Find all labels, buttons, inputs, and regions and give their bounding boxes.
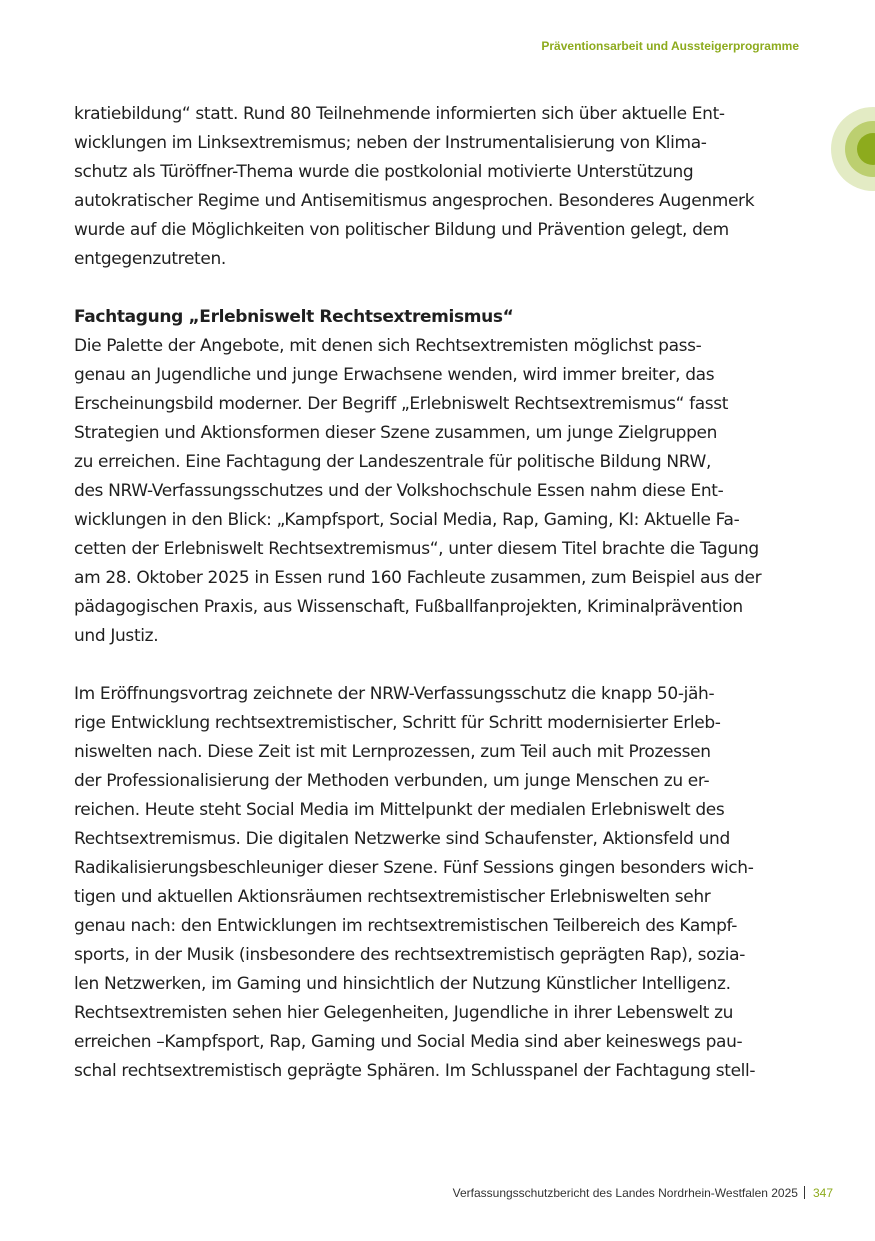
text-line: wicklungen in den Blick: „Kampfsport, Social Media, Rap, Gaming, KI: Aktuelle Fa- xyxy=(74,510,740,530)
text-line: tigen und aktuellen Aktionsräumen rechtsextremistischer Erlebniswelten sehr xyxy=(74,887,711,907)
text-line: sports, in der Musik (insbesondere des rechtsextremistisch geprägten Rap), sozia- xyxy=(74,945,746,965)
publication-title: Verfassungsschutzbericht des Landes Nordrhein-Westfalen 2025 xyxy=(452,1186,798,1200)
text-line: niswelten nach. Diese Zeit ist mit Lernprozessen, zum Teil auch mit Prozessen xyxy=(74,742,711,762)
text-line: genau an Jugendliche und junge Erwachsene wenden, wird immer breiter, das xyxy=(74,365,715,385)
text-line: zu erreichen. Eine Fachtagung der Landeszentrale für politische Bildung NRW, xyxy=(74,452,712,472)
text-line: reichen. Heute steht Social Media im Mittelpunkt der medialen Erlebniswelt des xyxy=(74,800,725,820)
text-line: Rechtsextremisten sehen hier Gelegenheiten, Jugendliche in ihrer Lebenswelt zu xyxy=(74,1003,734,1023)
text-line: Strategien und Aktionsformen dieser Szene zusammen, um junge Zielgruppen xyxy=(74,423,718,443)
paragraph-2 xyxy=(74,332,809,651)
text-line: entgegenzutreten. xyxy=(74,249,226,269)
text-line: Rechtsextremismus. Die digitalen Netzwerke sind Schaufenster, Aktionsfeld und xyxy=(74,829,730,849)
page-footer xyxy=(453,1186,833,1200)
paragraph-1 xyxy=(74,100,809,274)
page-number: 347 xyxy=(812,1186,833,1200)
text-line: autokratischer Regime und Antisemitismus angesprochen. Besonderes Augenmerk xyxy=(74,191,755,211)
text-line: len Netzwerken, im Gaming und hinsichtlich der Nutzung Künstlicher Intelligenz. xyxy=(74,974,731,994)
section-heading: Fachtagung „Erlebniswelt Rechtsextremismus“ xyxy=(74,307,514,327)
concentric-circles-icon xyxy=(831,107,875,191)
text-line: und Justiz. xyxy=(74,626,159,646)
text-line: erreichen –Kampfsport, Rap, Gaming und Social Media sind aber keineswegs pau- xyxy=(74,1032,743,1052)
text-line: Die Palette der Angebote, mit denen sich Rechtsextremisten möglichst pass- xyxy=(74,336,702,356)
text-line: des NRW-Verfassungsschutzes und der Volkshochschule Essen nahm diese Ent- xyxy=(74,481,724,501)
paragraph-3 xyxy=(74,680,809,1086)
text-line: cetten der Erlebniswelt Rechtsextremismus“, unter diesem Titel brachte die Tagung xyxy=(74,539,759,559)
text-line: rige Entwicklung rechtsextremistischer, Schritt für Schritt modernisierter Erleb- xyxy=(74,713,721,733)
text-line: am 28. Oktober 2025 in Essen rund 160 Fachleute zusammen, zum Beispiel aus der xyxy=(74,568,762,588)
text-line: Erscheinungsbild moderner. Der Begriff „Erlebniswelt Rechtsextremismus“ fasst xyxy=(74,394,729,414)
running-header: Präventionsarbeit und Aussteigerprogramme xyxy=(541,39,799,53)
text-line: wicklungen im Linksextremismus; neben der Instrumentalisierung von Klima- xyxy=(74,133,707,153)
text-line: Im Eröffnungsvortrag zeichnete der NRW-Verfassungsschutz die knapp 50-jäh- xyxy=(74,684,715,704)
text-line: pädagogischen Praxis, aus Wissenschaft, Fußballfanprojekten, Kriminalprävention xyxy=(74,597,743,617)
text-line: Radikalisierungsbeschleuniger dieser Szene. Fünf Sessions gingen besonders wich- xyxy=(74,858,754,878)
text-line: genau nach: den Entwicklungen im rechtsextremistischen Teilbereich des Kampf- xyxy=(74,916,738,936)
main-text xyxy=(74,100,809,1086)
text-line: schutz als Türöffner-Thema wurde die postkolonial motivierte Unterstützung xyxy=(74,162,694,182)
text-line: wurde auf die Möglichkeiten von politischer Bildung und Prävention gelegt, dem xyxy=(74,220,729,240)
text-line: der Professionalisierung der Methoden verbunden, um junge Menschen zu er- xyxy=(74,771,710,791)
text-line: schal rechtsextremistisch geprägte Sphären. Im Schlusspanel der Fachtagung stell- xyxy=(74,1061,756,1081)
footer-divider xyxy=(804,1186,805,1199)
text-line: kratiebildung“ statt. Rund 80 Teilnehmende informierten sich über aktuelle Ent- xyxy=(74,104,725,124)
